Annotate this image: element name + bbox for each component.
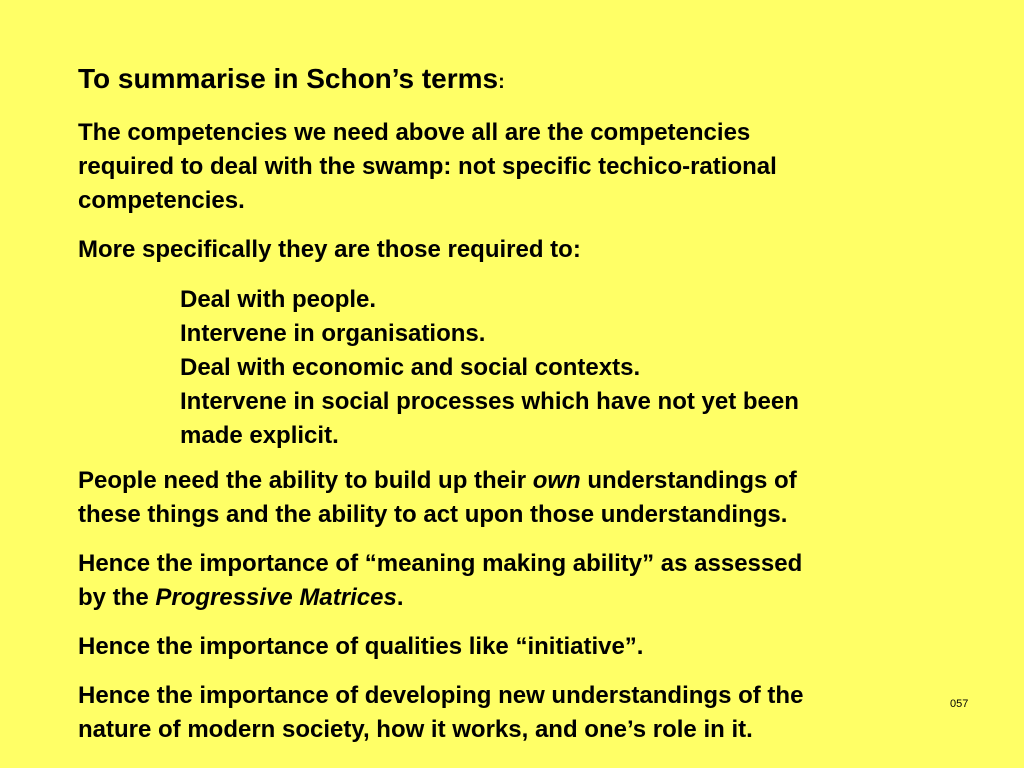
text-segment: understandings of: [580, 467, 797, 494]
paragraph-line: Hence the importance of developing new understandings of the: [78, 682, 804, 709]
text-segment: People need the ability to build up their: [78, 467, 533, 494]
list-item-text: Deal with economic and social contexts.: [180, 354, 641, 381]
text-segment: .: [396, 584, 404, 611]
paragraph-own-understandings: [78, 464, 958, 532]
paragraph-competencies: [78, 116, 958, 218]
list-item-text: made explicit.: [180, 422, 339, 449]
list-item-text: Intervene in organisations.: [180, 320, 486, 347]
list-item-text: Deal with people.: [180, 286, 377, 313]
paragraph-more-specifically: [78, 233, 958, 267]
list-item: [180, 351, 799, 385]
emphasis-own: own: [532, 467, 581, 494]
slide-title: [78, 61, 505, 100]
paragraph-line: these things and the ability to act upon those understandings.: [78, 501, 788, 528]
paragraph-line: More specifically they are those required to:: [78, 236, 581, 263]
paragraph-initiative: [78, 630, 958, 664]
paragraph-meaning-making: [78, 547, 958, 615]
paragraph-line: competencies.: [78, 187, 245, 214]
paragraph-modern-society: [78, 679, 958, 747]
emphasis-progressive-matrices: Progressive Matrices: [155, 584, 397, 611]
paragraph-line: Hence the importance of qualities like “initiative”.: [78, 633, 644, 660]
list-item: [180, 385, 799, 453]
paragraph-line: The competencies we need above all are the competencies: [78, 119, 751, 146]
slide-title-colon: :: [498, 71, 505, 93]
paragraph-line: [78, 581, 958, 615]
paragraph-line: [78, 464, 958, 498]
text-segment: by the: [78, 584, 156, 611]
list-item: [180, 317, 799, 351]
list-item: [180, 283, 799, 317]
paragraph-line: required to deal with the swamp: not specific techico-rational: [78, 153, 777, 180]
list-item-text: Intervene in social processes which have not yet been: [180, 388, 799, 415]
slide-number: 057: [950, 698, 969, 710]
paragraph-line: nature of modern society, how it works, and one’s role in it.: [78, 716, 753, 743]
paragraph-line: Hence the importance of “meaning making ability” as assessed: [78, 550, 803, 577]
required-competencies-list: [180, 283, 799, 453]
slide-title-text: To summarise in Schon’s terms: [78, 63, 499, 94]
